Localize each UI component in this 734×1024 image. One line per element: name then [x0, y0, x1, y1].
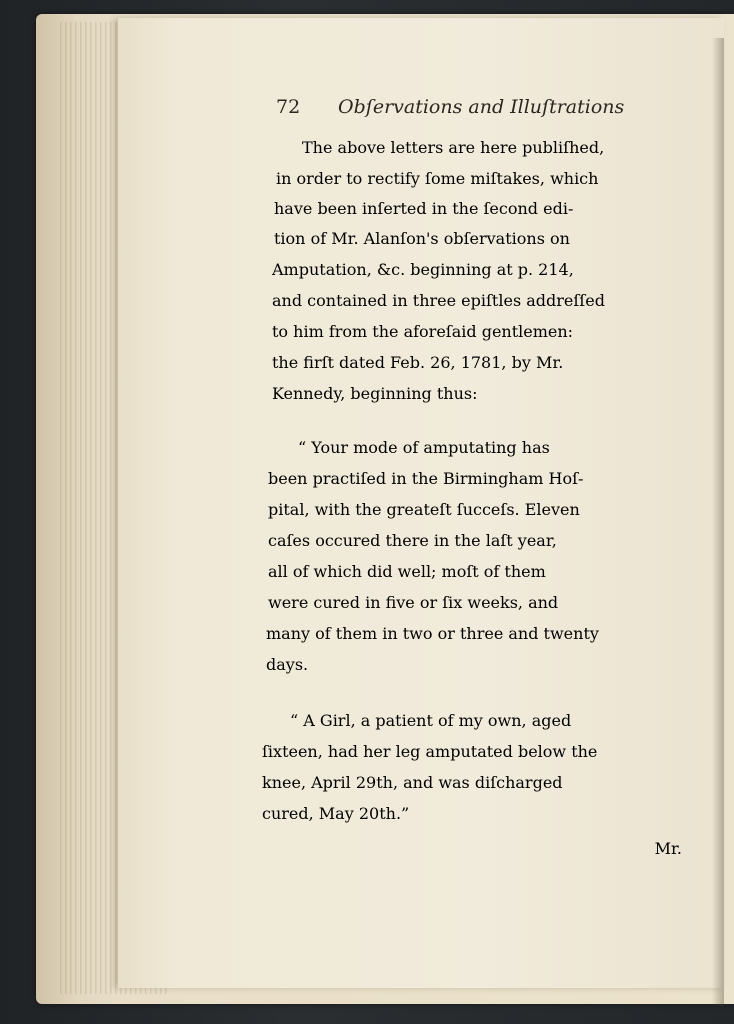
text-line: knee, April 29th, and was diſcharged [262, 773, 563, 792]
catchword: Mr. [654, 839, 682, 858]
text-line: cured, May 20th.” [262, 804, 410, 823]
page-number: 72 [276, 96, 301, 118]
text-line: and contained in three epiſtles addreſſed [272, 291, 605, 310]
text-line: all of which did well; moſt of them [268, 562, 546, 581]
text-line: to him from the aforeſaid gentlemen: [272, 322, 574, 341]
running-title: Obſervations and Illuſtrations [338, 96, 625, 118]
text-line: ſixteen, had her leg amputated below the [262, 742, 598, 761]
text-line: The above letters are here publiſhed, [302, 138, 605, 157]
text-line: “ A Girl, a patient of my own, aged [290, 711, 572, 730]
text-line: Amputation, &c. beginning at p. 214, [272, 260, 574, 279]
page-gutter-shadow [712, 38, 724, 1006]
text-line: “ Your mode of amputating has [298, 438, 550, 457]
text-line: tion of Mr. Alanſon's obſervations on [274, 229, 570, 248]
text-line: many of them in two or three and twenty [266, 624, 599, 643]
text-line: in order to rectify ſome miſtakes, which [276, 169, 599, 188]
text-line: the firſt dated Feb. 26, 1781, by Mr. [272, 353, 564, 372]
running-header [276, 96, 676, 118]
text-line: caſes occured there in the laſt year, [268, 531, 557, 550]
text-line: Kennedy, beginning thus: [272, 384, 478, 403]
text-line: have been inſerted in the ſecond edi- [274, 199, 574, 218]
text-line: pital, with the greateſt ſucceſs. Eleven [268, 500, 580, 519]
text-line: were cured in five or ſix weeks, and [268, 593, 559, 612]
text-line: days. [266, 655, 309, 674]
text-line: been practiſed in the Birmingham Hoſ- [268, 469, 584, 488]
